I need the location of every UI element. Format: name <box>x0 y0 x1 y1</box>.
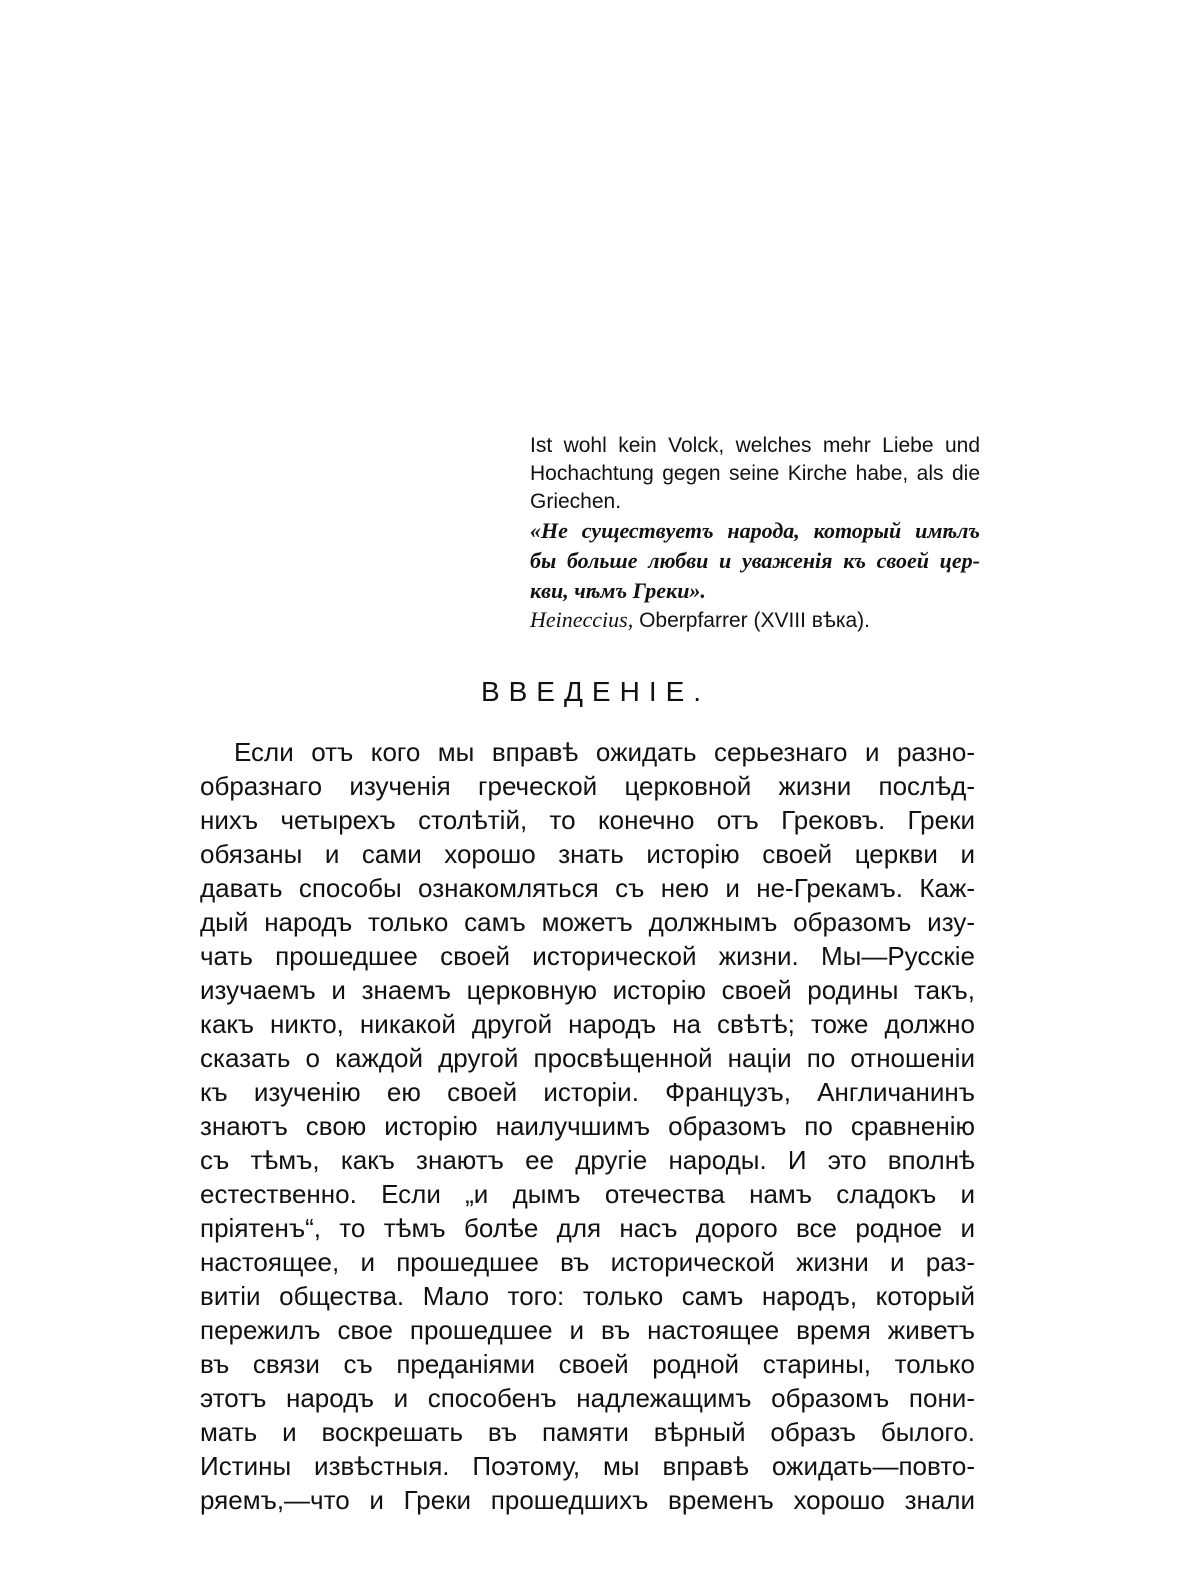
body-line: изучаемъ и знаемъ церковную исторію своей родины такъ, <box>200 975 975 1005</box>
body-paragraph <box>200 735 975 1517</box>
epigraph <box>530 432 980 635</box>
epigraph-author-title: Oberpfarrer (XVIII вѣка). <box>639 609 870 632</box>
body-line: чать прошедшее своей исторической жизни. Мы—Русскіе <box>200 941 975 971</box>
body-line: витіи общества. Мало того: только самъ народъ, который <box>200 1281 975 1311</box>
body-line: этотъ народъ и способенъ надлежащимъ образомъ пони- <box>200 1383 975 1413</box>
epigraph-russian-line: кви, чѣмъ Греки». <box>530 578 706 603</box>
section-heading: ВВЕДЕНІЕ. <box>480 676 711 707</box>
body-line: знаютъ свою исторію наилучшимъ образомъ по сравненію <box>200 1111 975 1141</box>
body-line: съ тѣмъ, какъ знаютъ ее другіе народы. И это вполнѣ <box>200 1145 975 1175</box>
body-line: образнаго изученія греческой церковной жизни послѣд- <box>200 771 975 801</box>
body-line: Если отъ кого мы вправѣ ожидать серьезнаго и разно- <box>234 737 975 767</box>
epigraph-russian-line: «Не существуетъ народа, который имѣлъ <box>530 518 980 543</box>
body-line: мать и воскрешать въ памяти вѣрный образъ былого. <box>200 1417 975 1447</box>
epigraph-author: Heineccius, <box>530 607 634 632</box>
body-line: къ изученію ею своей исторіи. Французъ, Англичанинъ <box>200 1077 975 1107</box>
body-line: въ связи съ преданіями своей родной старины, только <box>200 1349 975 1379</box>
body-line: естественно. Если „и дымъ отечества намъ сладокъ и <box>200 1179 975 1209</box>
body-line: сказать о каждой другой просвѣщенной націи по отношеніи <box>200 1043 975 1073</box>
body-line: обязаны и сами хорошо знать исторію своей церкви и <box>200 839 975 869</box>
epigraph-russian-line: бы больше любви и уваженія къ своей цер- <box>530 548 980 573</box>
body-line: дый народъ только самъ можетъ должнымъ образомъ изу- <box>200 907 975 937</box>
body-line: давать способы ознакомляться съ нею и не-Грекамъ. Каж- <box>200 873 975 903</box>
body-line: Истины извѣстныя. Поэтому, мы вправѣ ожидать—повто- <box>200 1451 975 1481</box>
body-line: нихъ четырехъ столѣтій, то конечно отъ Грековъ. Греки <box>200 805 975 835</box>
epigraph-russian-translation <box>530 516 980 606</box>
body-line: какъ никто, никакой другой народъ на свѣтѣ; тоже должно <box>200 1009 975 1039</box>
body-line: ряемъ,—что и Греки прошедшихъ временъ хорошо знали <box>200 1485 975 1515</box>
epigraph-german-quote: Ist wohl kein Volck, welches mehr Liebe und Hochachtung gegen seine Kirche habe, als die Griechen. <box>530 434 980 513</box>
body-line: пріятенъ“, то тѣмъ болѣе для насъ дорого все родное и <box>200 1213 975 1243</box>
body-line: пережилъ свое прошедшее и въ настоящее время живетъ <box>200 1315 975 1345</box>
body-line: настоящее, и прошедшее въ исторической жизни и раз- <box>200 1247 975 1277</box>
epigraph-attribution <box>530 606 980 635</box>
